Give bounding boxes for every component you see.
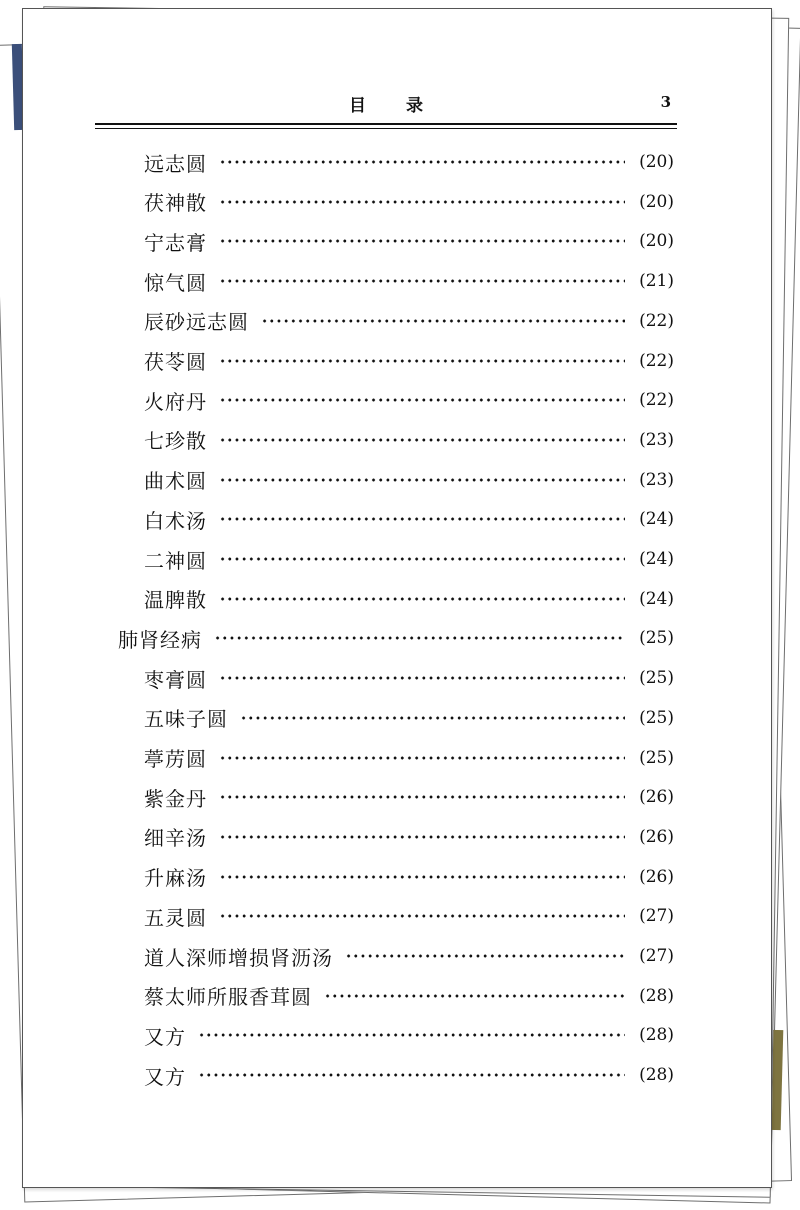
toc-entry	[144, 663, 674, 693]
dot-leader	[219, 398, 625, 402]
toc-entry-page: (26)	[639, 866, 674, 887]
toc-entry	[144, 703, 674, 733]
toc-entry-page: (27)	[639, 906, 674, 927]
toc-entry-title: 紫金丹	[144, 786, 207, 811]
toc-entry-title: 又方	[144, 1024, 186, 1049]
toc-entry-page: (21)	[639, 271, 674, 292]
toc-entry	[144, 465, 674, 495]
toc-entry	[144, 822, 674, 852]
toc-entry-page: (25)	[639, 707, 674, 728]
toc-entry-title: 又方	[144, 1064, 186, 1089]
toc-entry-title: 升麻汤	[144, 866, 207, 891]
toc-entry	[144, 584, 674, 614]
toc-entry-title: 宁志膏	[144, 230, 207, 255]
toc-entry-page: (27)	[639, 946, 674, 966]
toc-entry-page: (23)	[639, 429, 674, 450]
toc-entry	[118, 623, 674, 653]
toc-entry-title: 温脾散	[144, 588, 207, 613]
dot-leader	[345, 954, 625, 958]
toc-entry-page: (20)	[639, 191, 674, 212]
toc-entry-title: 茯神散	[144, 191, 207, 216]
toc-entry-title: 远志圆	[144, 151, 207, 176]
toc-entry-page: (24)	[639, 509, 674, 530]
dot-leader	[219, 914, 625, 918]
toc-entry	[144, 901, 674, 931]
toc-entry-page: (28)	[639, 985, 674, 1006]
toc-entry-page: (24)	[639, 588, 674, 609]
toc-entry-title: 五灵圆	[144, 905, 207, 930]
toc-entry-page: (20)	[639, 231, 674, 252]
toc-entry	[144, 782, 674, 812]
toc-entry	[144, 504, 674, 534]
toc-entry-page: (25)	[639, 628, 674, 649]
dot-leader	[219, 239, 625, 243]
toc-entry-title: 葶苈圆	[144, 747, 207, 771]
dot-leader	[219, 438, 625, 442]
document-page	[22, 8, 772, 1188]
page-number: 3	[660, 93, 671, 111]
dot-leader	[219, 597, 625, 601]
toc-entry	[144, 941, 674, 971]
toc-entry-title: 二神圆	[144, 548, 207, 573]
toc-entry-title: 火府丹	[144, 389, 207, 414]
toc-entry-title: 七珍散	[144, 429, 207, 454]
dot-leader	[219, 359, 625, 363]
dot-leader	[219, 795, 625, 799]
toc-entry-title: 细辛汤	[144, 826, 207, 851]
toc-entry-page: (24)	[639, 549, 674, 569]
dot-leader	[214, 636, 625, 640]
toc-entry	[144, 544, 674, 574]
page-title: 目录	[349, 96, 463, 116]
toc-entry-page: (26)	[639, 787, 674, 808]
toc-entry	[144, 266, 674, 296]
toc-entry-title: 道人深师增损肾沥汤	[144, 945, 333, 970]
toc-entry-page: (23)	[639, 469, 674, 490]
dot-leader	[198, 1033, 625, 1037]
toc-entry	[144, 226, 674, 256]
dot-leader	[219, 557, 625, 561]
toc-entry	[144, 385, 674, 415]
toc-entry-title: 五味子圆	[144, 707, 228, 732]
header-rule	[95, 123, 677, 125]
toc-entry	[144, 1020, 674, 1050]
dot-leader	[219, 835, 625, 839]
dot-leader	[219, 517, 625, 521]
toc-entry	[144, 1060, 674, 1090]
dot-leader	[240, 716, 625, 720]
dot-leader	[219, 200, 625, 204]
toc-entry-page: (28)	[639, 1065, 674, 1086]
toc-entry	[144, 306, 674, 336]
toc-entry	[144, 187, 674, 217]
toc-entry	[144, 981, 674, 1011]
toc-entry-page: (28)	[639, 1025, 674, 1046]
dot-leader	[219, 478, 625, 482]
toc-entry	[144, 862, 674, 892]
toc-entry-title: 曲术圆	[144, 469, 207, 494]
toc-entry	[144, 147, 674, 177]
dot-leader	[219, 756, 625, 760]
toc-entry-title: 白术汤	[144, 508, 207, 533]
dot-leader	[219, 875, 625, 879]
toc-entry	[144, 346, 674, 376]
dot-leader	[219, 160, 625, 164]
dot-leader	[219, 279, 625, 283]
toc-entry-page: (22)	[639, 350, 674, 371]
toc-entry-page: (20)	[639, 152, 674, 172]
toc-entry-title: 茯苓圆	[144, 350, 207, 374]
toc-entry	[144, 743, 674, 773]
dot-leader	[261, 319, 625, 323]
toc-entry-title: 辰砂远志圆	[144, 310, 249, 335]
toc-entry-page: (22)	[639, 310, 674, 331]
toc-entry-page: (22)	[639, 390, 674, 411]
toc-entry-page: (26)	[639, 826, 674, 847]
toc-entry	[144, 425, 674, 455]
toc-entry-page: (25)	[639, 668, 674, 689]
toc-entry-title: 惊气圆	[144, 270, 207, 295]
dot-leader	[324, 994, 625, 998]
page-header	[95, 87, 677, 127]
toc-entry-title: 肺肾经病	[118, 627, 202, 652]
dot-leader	[219, 676, 625, 680]
toc-entry-title: 蔡太师所服香茸圆	[144, 985, 312, 1010]
header-rule	[95, 128, 677, 129]
toc-entry-title: 枣膏圆	[144, 667, 207, 692]
dot-leader	[198, 1073, 625, 1077]
toc-entry-page: (25)	[639, 747, 674, 768]
